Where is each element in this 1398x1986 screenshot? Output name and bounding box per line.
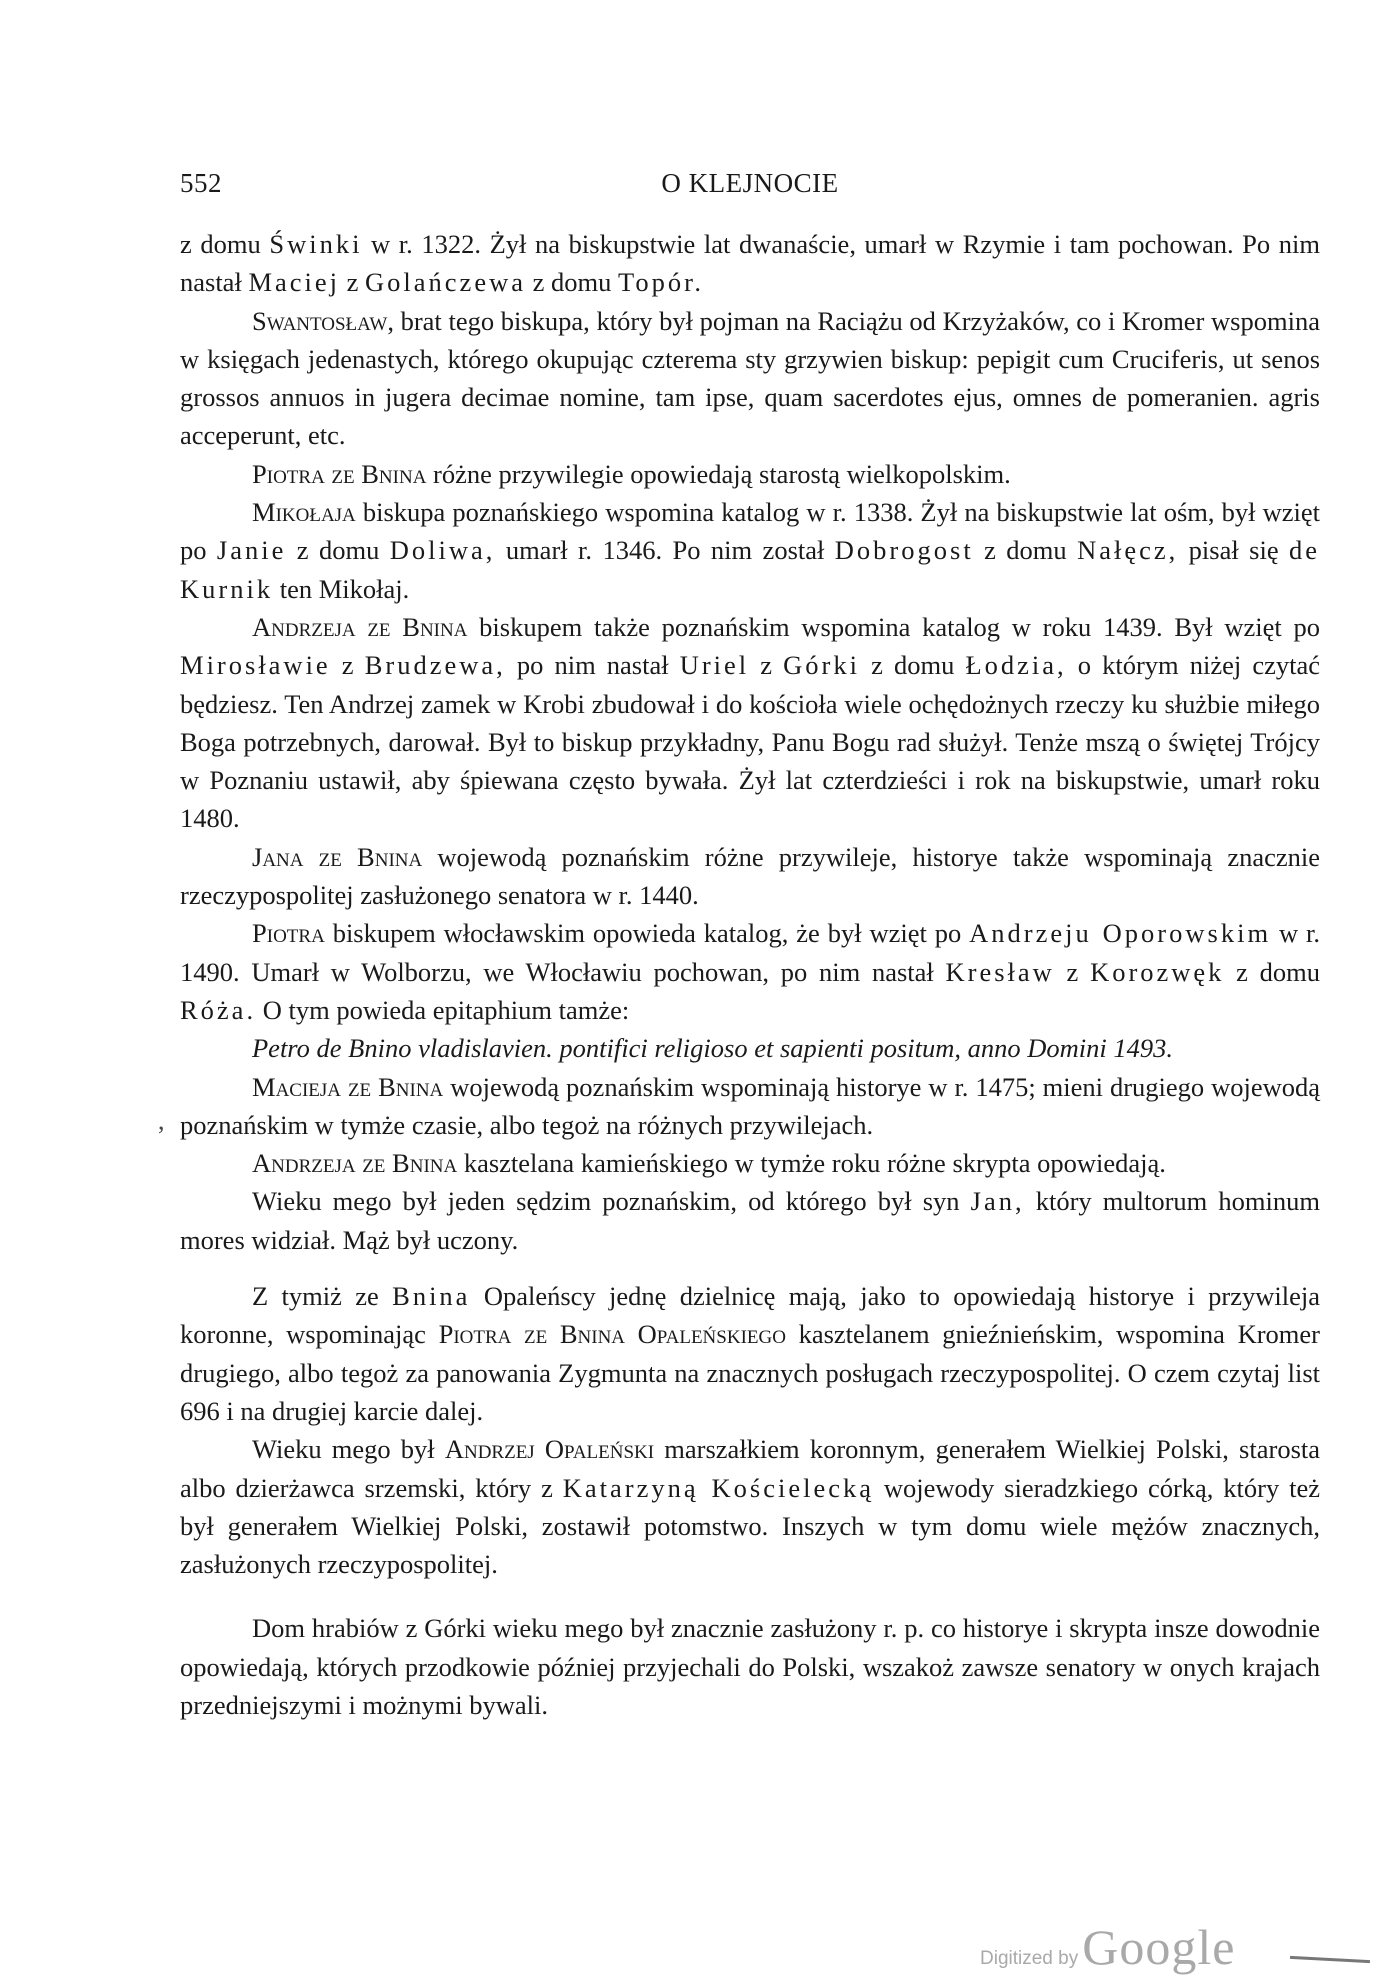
text-segment: Piotra ze Bnina: [252, 458, 427, 489]
text-segment: wieku mego był znacznie zasłużony r. p. co historye i skrypta insze dowodnie opowiedają, których przodkowie później przyjechali do Polski, wszakoż zawsze senatory w onych krajach przedniejszymi i możnymi bywali.: [180, 1613, 1321, 1720]
text-segment: marszałkiem koronnym, generałem Wielkiej Polski, starosta albo dzierżawca srzemski, który z: [180, 1434, 1321, 1503]
text-segment: Opaleńscy: [483, 1281, 596, 1312]
paragraph-p1: [180, 225, 1320, 302]
page-header: [180, 168, 1320, 208]
text-segment: Maciej: [248, 267, 341, 298]
text-segment: z domu: [180, 229, 270, 259]
text-segment: Macieja ze Bnina: [252, 1071, 444, 1102]
text-segment: w r. 1490. Umarł w Wolborzu, we Włocławiu pochowan, po nim nastał: [180, 918, 1320, 987]
text-segment: wojewody sieradzkiego córką, który też był generałem Wielkiej Polski, zostawił potomstwo. Inszych w tym domu wiele mężów znacznych, zasłużonych rzeczypospolitej.: [180, 1472, 1321, 1580]
text-segment: który: [1024, 1186, 1103, 1217]
text-segment: Piotra: [252, 918, 325, 949]
text-segment: Z tymiż ze: [252, 1281, 393, 1312]
text-segment: Świnki: [269, 229, 363, 259]
text-segment: o którym niżej czytać będziesz. Ten Andrzej zamek w Krobi zbudował i do kościoła wiele ochędożnych rzeczy ku służbie miłego Boga potrzebnych, darował. Był to biskup przykładny, Panu Bogu rad służył. Tenże mszą o świętej Trójcy w Poznaniu ustawił, aby śpiewana często bywała. Żył lat czterdzieści i rok na biskupstwie, umarł roku 1480.: [180, 650, 1321, 834]
text-segment: z domu: [973, 535, 1078, 566]
text-segment: Mirosławie: [180, 650, 331, 681]
running-title: O KLEJNOCIE: [661, 168, 839, 198]
text-segment: biskupem także poznańskim wspomina katalog w roku 1439. Był wzięt po: [467, 611, 1320, 642]
text-segment: z domu: [525, 267, 618, 298]
paragraph-p13: [180, 1430, 1320, 1583]
paragraph-p11: [180, 1182, 1320, 1259]
text-segment: po nim nastał: [505, 650, 680, 681]
text-segment: Wieku mego był: [252, 1434, 445, 1465]
text-segment: Wieku mego był jeden sędzim poznańskim, od którego był syn: [252, 1186, 971, 1217]
text-segment: Uriel: [679, 650, 750, 681]
text-segment: z: [398, 1613, 425, 1644]
text-segment: Korozwęk: [1090, 956, 1225, 987]
text-segment: Róża.: [180, 994, 257, 1025]
text-segment: z domu: [1224, 956, 1321, 987]
paragraph-p10: [180, 1144, 1320, 1182]
text-segment: różne przywilegie opowiedają starostą wielkopolskim.: [426, 458, 1011, 489]
text-segment: Jana ze Bnina: [252, 841, 423, 872]
text-segment: Kresław: [945, 956, 1055, 987]
text-segment: wojewodą poznańskim wspominają historye w r. 1475; mieni drugiego wojewodą poznańskim w tymże czasie, albo tegoż na różnych przywilejach.: [180, 1071, 1320, 1140]
text-segment: Dom: [252, 1613, 312, 1644]
text-segment: Janie: [216, 535, 287, 566]
text-segment: , brat tego biskupa, który był pojman na Raciążu od Krzyżaków, co i Kromer wspomina w księgach jedenastych, którego okupując czterema sty grzywien biskup:: [180, 305, 1320, 374]
text-segment: jednę dzielnicę mają, jako to opowiedają historye i przywileja koronne, wspominając: [180, 1281, 1320, 1350]
text-segment: z: [749, 650, 784, 681]
text-segment: Brudzewa,: [364, 650, 506, 681]
text-segment: O tym powieda: [256, 994, 433, 1025]
bottom-scan-mark: [1290, 1956, 1370, 1963]
text-segment: Swantosław: [252, 305, 388, 336]
text-segment: Jan,: [970, 1186, 1025, 1217]
paragraph-p9: [180, 1068, 1320, 1145]
text-segment: Andrzeju Oporowskim: [969, 918, 1272, 949]
text-segment: [470, 1281, 483, 1311]
text-segment: Dobrogost: [834, 535, 974, 566]
digitized-by-label: Digitized by: [980, 1948, 1079, 1969]
text-segment: z domu: [859, 650, 966, 681]
margin-mark: ,: [158, 1106, 165, 1135]
text-segment: z: [340, 267, 366, 298]
text-segment: biskupem włocławskim opowieda katalog, że był wzięt po: [324, 918, 970, 949]
paragraph-p3: [180, 455, 1320, 493]
text-segment: Andrzeja ze Bnina: [252, 611, 468, 642]
text-segment: tamże:: [551, 994, 630, 1025]
text-segment: umarł r. 1346. Po nim został: [495, 535, 835, 566]
text-segment: kasztelana kamieńskiego w tymże roku różne skrypta opowiedają.: [457, 1148, 1166, 1179]
text-segment: Katarzyną Kościelecką: [562, 1472, 874, 1503]
text-segment: biskupa poznańskiego wspomina katalog w r. 1338. Żył na biskupstwie lat ośm, był wzięt po: [180, 497, 1320, 566]
text-segment: Górki: [424, 1613, 487, 1644]
page-body-text: [180, 225, 1320, 1724]
paragraph-p12: [180, 1277, 1320, 1430]
text-segment: Petro de Bnino vladislavien. pontifici religioso et sapienti positum, anno Domini 1493.: [252, 1033, 1174, 1064]
paragraph-p5: [180, 608, 1320, 838]
text-segment: Bnina: [392, 1281, 471, 1312]
paragraph-p4: [180, 493, 1320, 608]
text-segment: Nałęcz,: [1077, 535, 1179, 566]
text-segment: w r. 1322. Żył na biskupstwie lat dwanaście, umarł w Rzymie i tam pochowan. Po nim nastał: [180, 229, 1321, 298]
text-segment: z domu: [286, 535, 390, 566]
text-segment: Mikołaja: [252, 497, 356, 528]
text-segment: Łodzia,: [965, 650, 1067, 681]
text-segment: kasztelanem gnieźnieńskim, wspomina Kromer drugiego, albo tegoż za panowania Zygmunta na znacznych posługach rzeczypospolitej. O czem czytaj list 696 i na drugiej karcie dalej.: [180, 1319, 1320, 1426]
text-segment: Górki: [783, 650, 860, 681]
text-segment: Topór.: [617, 267, 705, 298]
text-segment: widział. Mąż był uczony.: [244, 1224, 519, 1255]
paragraph-p7: [180, 914, 1320, 1029]
text-segment: epitaphium: [432, 994, 552, 1025]
digitized-by-footer: [980, 1918, 1235, 1976]
text-segment: hrabiów: [311, 1613, 399, 1644]
text-segment: multorum hominum mores: [180, 1186, 1320, 1255]
paragraph-p2: [180, 302, 1320, 455]
text-segment: Andrzej Opaleński: [444, 1434, 655, 1465]
text-segment: pepigit cum Cruciferis, ut senos grossos annuos in jugera decimae nomine, tam ipse, quam sacerdotes ejus, omnes de pomeranien. agris acceperunt, etc.: [180, 343, 1321, 451]
text-segment: ten Mikołaj.: [273, 573, 410, 604]
google-logo: Google: [1082, 1919, 1236, 1975]
paragraph-p6: [180, 838, 1320, 915]
paragraph-p8: [180, 1029, 1320, 1067]
text-segment: pisał się: [1178, 535, 1290, 566]
text-segment: z: [330, 650, 365, 681]
text-segment: Andrzeja ze Bnina: [252, 1148, 458, 1179]
text-segment: wojewodą poznańskim różne przywileje, historye także wspominają znacznie rzeczypospolitej zasłużonego senatora w r. 1440.: [180, 841, 1320, 911]
text-segment: de Kurnik: [180, 535, 1321, 604]
text-segment: Golańczewa: [365, 267, 526, 298]
text-segment: Piotra ze Bnina Opaleńskiego: [438, 1319, 786, 1350]
text-segment: Doliwa,: [389, 535, 496, 566]
text-segment: z: [1054, 956, 1091, 987]
page-number: 552: [180, 168, 222, 198]
paragraph-p14: [180, 1609, 1320, 1724]
